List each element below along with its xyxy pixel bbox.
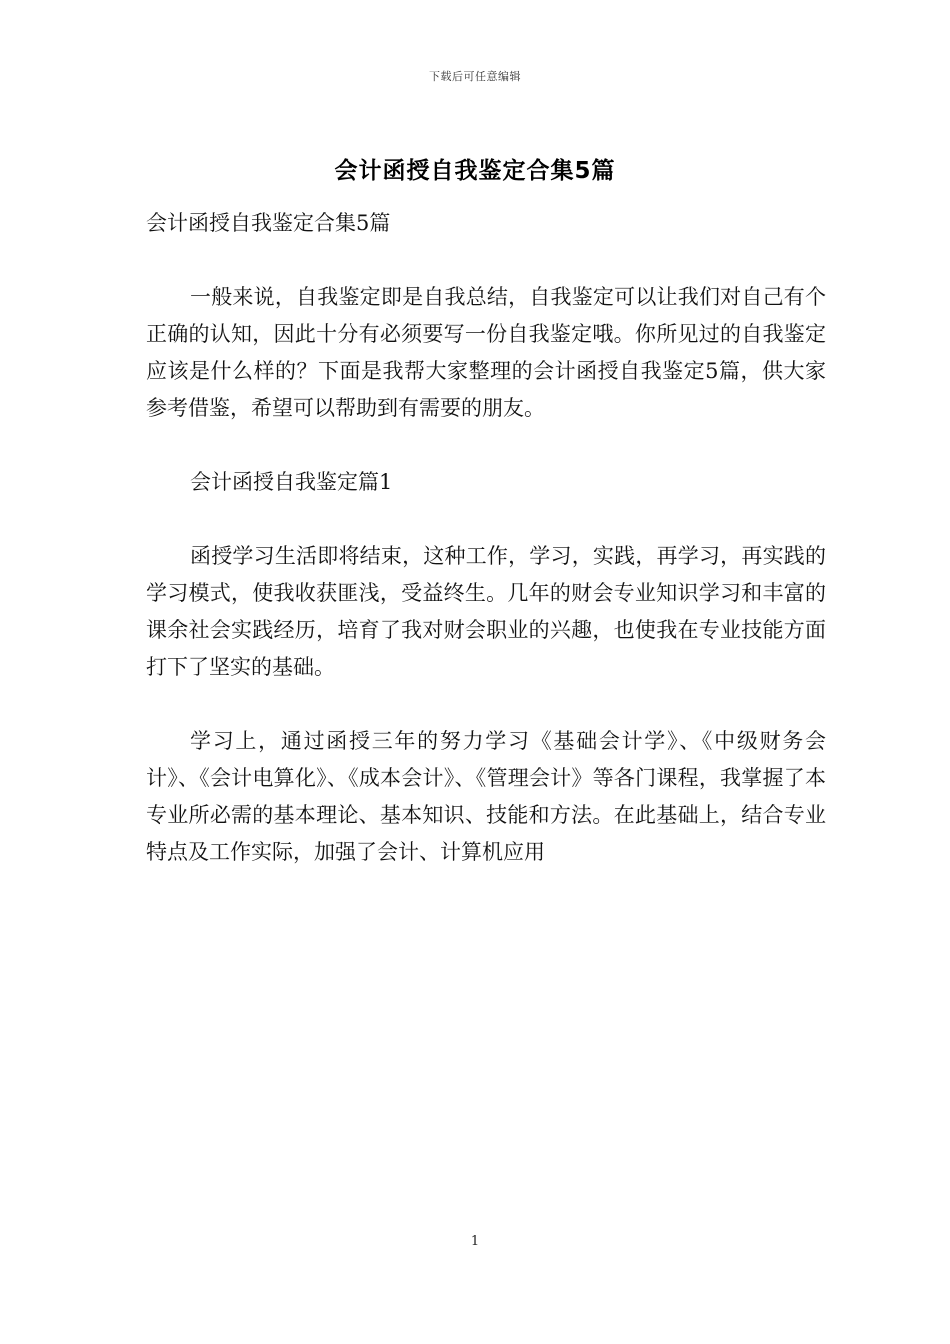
document-title: 会计函授自我鉴定合集5篇 — [334, 158, 616, 184]
paragraph-1: 函授学习生活即将结束，这种工作，学习，实践，再学习，再实践的学习模式，使我收获匪浅，受益终生。几年的财会专业知识学习和丰富的课余社会实践经历，培育了我对财会职业的兴趣，也使我在专业技能方面打下了坚实的基础。 — [146, 544, 826, 679]
document-body — [146, 205, 826, 871]
section-heading: 会计函授自我鉴定篇1 — [190, 470, 393, 494]
paragraph-intro: 一般来说，自我鉴定即是自我总结，自我鉴定可以让我们对自己有个正确的认知，因此十分有必须要写一份自我鉴定哦。你所见过的自我鉴定应该是什么样的？下面是我帮大家整理的会计函授自我鉴定5篇，供大家参考借鉴，希望可以帮助到有需要的朋友。 — [146, 285, 826, 420]
page-number: 1 — [470, 1234, 480, 1249]
header-note: 下载后可任意编辑 — [429, 70, 521, 83]
document-subtitle: 会计函授自我鉴定合集5篇 — [146, 211, 391, 235]
paragraph-2: 学习上，通过函授三年的努力学习《基础会计学》、《中级财务会计》、《会计电算化》、《成本会计》、《管理会计》等各门课程，我掌握了本专业所必需的基本理论、基本知识、技能和方法。在此基础上，结合专业特点及工作实际，加强了会计、计算机应用 — [146, 729, 826, 864]
